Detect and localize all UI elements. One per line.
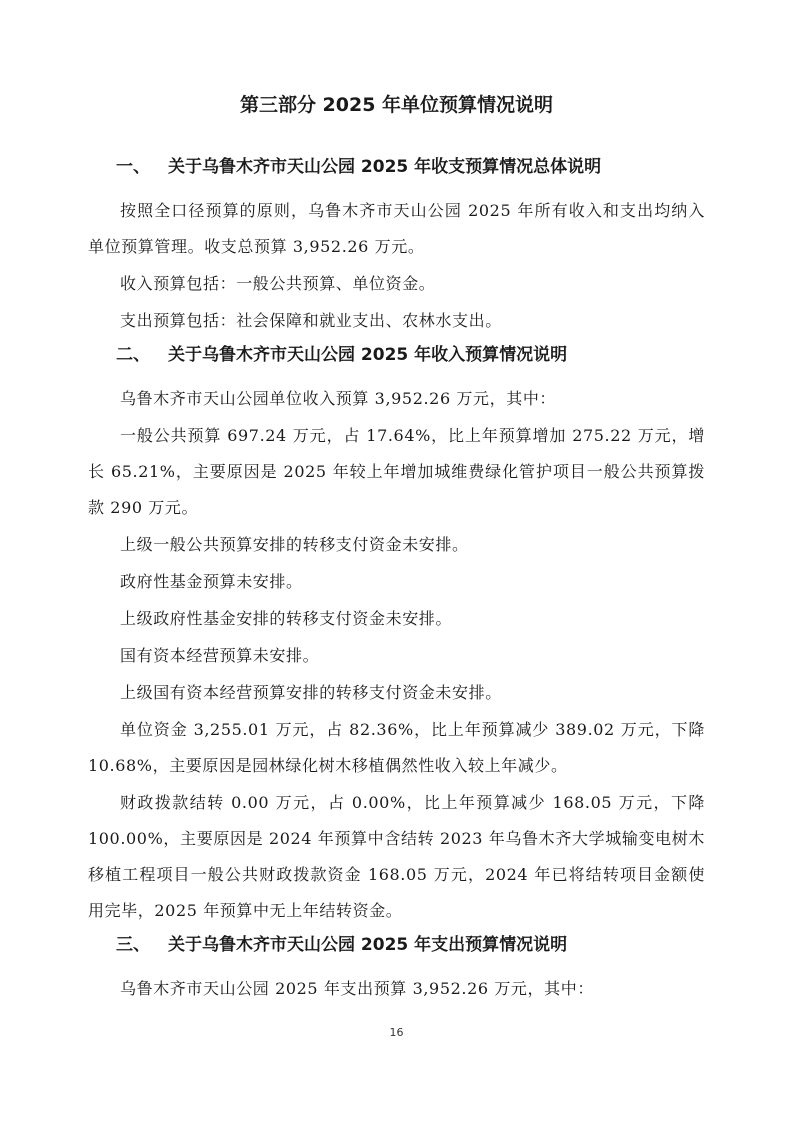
section-number: 一、: [116, 157, 150, 177]
paragraph: 乌鲁木齐市天山公园 2025 年支出预算 3,952.26 万元，其中：: [120, 979, 594, 998]
section-heading-3: [116, 934, 705, 956]
paragraph: 单位资金 3,255.01 万元，占 82.36%，比上年预算减少 389.02 万元，下降 10.68%，主要原因是园林绿化树木移植偶然性收入较上年减少。: [88, 720, 705, 775]
paragraph: 收入预算包括：一般公共预算、单位资金。: [120, 274, 436, 293]
page-title: 第三部分 2025 年单位预算情况说明: [239, 94, 554, 116]
paragraph: 上级一般公共预算安排的转移支付资金未安排。: [120, 535, 469, 554]
paragraph: 政府性基金预算未安排。: [120, 572, 303, 591]
paragraph: 财政拨款结转 0.00 万元，占 0.00%，比上年预算减少 168.05 万元，下降 100.00%，主要原因是 2024 年预算中含结转 2023 年乌鲁木齐大学城输变电树木移植工程项目一般公共财政拨款资金 168.05 万元，2024 年已将结转项目金额使用完毕，2025 年预算中无上年结转资金。: [88, 793, 705, 920]
paragraph: 乌鲁木齐市天山公园单位收入预算 3,952.26 万元，其中：: [120, 389, 557, 408]
paragraph: 按照全口径预算的原则，乌鲁木齐市天山公园 2025 年所有收入和支出均纳入单位预算管理。收支总预算 3,952.26 万元。: [88, 201, 705, 256]
section-heading-text: 关于乌鲁木齐市天山公园 2025 年支出预算情况说明: [168, 935, 568, 955]
paragraph: 国有资本经营预算未安排。: [120, 646, 320, 665]
paragraph: 一般公共预算 697.24 万元，占 17.64%，比上年预算增加 275.22 万元，增长 65.21%，主要原因是 2025 年较上年增加城维费绿化管护项目一般公共预算拨款 290 万元。: [88, 426, 705, 517]
section-number: 二、: [116, 345, 150, 365]
section-heading-text: 关于乌鲁木齐市天山公园 2025 年收支预算情况总体说明: [168, 157, 602, 177]
section-heading-1: [116, 156, 705, 178]
section-heading-2: [116, 344, 705, 366]
paragraph: 上级政府性基金安排的转移支付资金未安排。: [120, 609, 453, 628]
paragraph: 支出预算包括：社会保障和就业支出、农林水支出。: [120, 311, 502, 330]
page-number: 16: [389, 1026, 404, 1039]
paragraph: 上级国有资本经营预算安排的转移支付资金未安排。: [120, 683, 502, 702]
section-number: 三、: [116, 935, 150, 955]
section-heading-text: 关于乌鲁木齐市天山公园 2025 年收入预算情况说明: [168, 345, 568, 365]
